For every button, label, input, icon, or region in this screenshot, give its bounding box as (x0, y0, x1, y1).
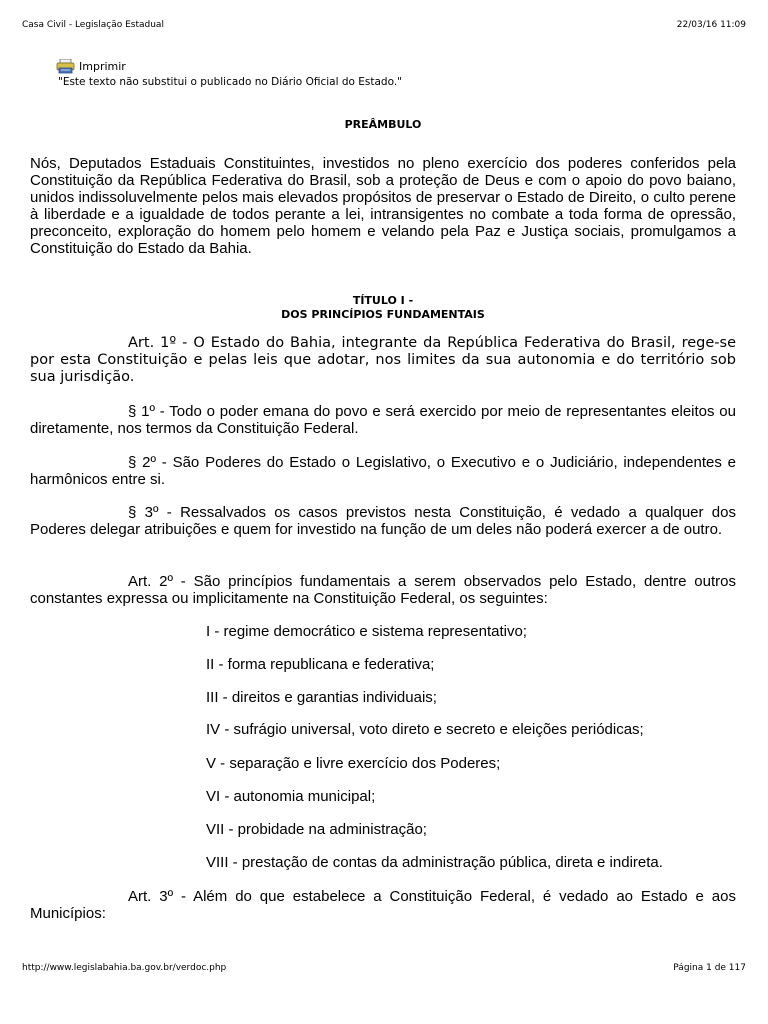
preamble-heading: PREÂMBULO (344, 118, 422, 131)
print-link-label: Imprimir (79, 59, 126, 73)
art2-item: VIII - prestação de contas da administração pública, direta e indireta. (206, 854, 663, 871)
disclaimer-note: "Este texto não substitui o publicado no Diário Oficial do Estado." (58, 76, 402, 88)
title-heading-line1: TÍTULO I - (352, 294, 414, 307)
preamble-text: Nós, Deputados Estaduais Constituintes, investidos no pleno exercício dos poderes conferidos pela Constituição da República Federativa do Brasil, sob a proteção de Deus e com o apoio do povo baiano, unidos indissoluvelmente pelos mais elevados propósitos de preservar o Estado de Direito, o culto perene à liberdade e a igualdade de todos perante a lei, intransigentes no combate a toda forma de opressão, preconceito, exploração do homem pelo homem e velando pela Paz e Justiça sociais, promulgamos a Constituição do Estado da Bahia. (30, 155, 736, 257)
print-footer-url: http://www.legislabahia.ba.gov.br/verdoc.php (22, 963, 227, 973)
art2-item: VI - autonomia municipal; (206, 788, 376, 805)
art1-caput: Art. 1º - O Estado do Bahia, integrante da República Federativa do Brasil, rege-se por esta Constituição e pelas leis que adotar, nos limites da sua autonomia e do território sob sua jurisdição. (30, 335, 736, 385)
art2-item: V - separação e livre exercício dos Poderes; (206, 755, 501, 772)
title-heading-line2: DOS PRINCÍPIOS FUNDAMENTAIS (281, 308, 485, 321)
art1-paragraph-1: § 1º - Todo o poder emana do povo e será exercido por meio de representantes eleitos ou diretamente, nos termos da Constituição Federal. (30, 403, 736, 437)
print-header-title: Casa Civil - Legislação Estadual (22, 20, 164, 30)
printer-icon (56, 59, 76, 74)
print-link[interactable] (56, 58, 126, 74)
art3-caput: Art. 3º - Além do que estabelece a Constituição Federal, é vedado ao Estado e aos Municípios: (30, 888, 736, 922)
print-header-datetime: 22/03/16 11:09 (676, 20, 746, 30)
art2-item: VII - probidade na administração; (206, 821, 427, 838)
art2-item: III - direitos e garantias individuais; (206, 689, 437, 706)
art2-caput: Art. 2º - São princípios fundamentais a serem observados pelo Estado, dentre outros constantes expressa ou implicitamente na Constituição Federal, os seguintes: (30, 573, 736, 607)
print-footer-page: Página 1 de 117 (673, 963, 746, 973)
art2-item: I - regime democrático e sistema representativo; (206, 623, 527, 640)
art2-item: IV - sufrágio universal, voto direto e secreto e eleições periódicas; (206, 721, 644, 738)
art2-item: II - forma republicana e federativa; (206, 656, 435, 673)
print-header (22, 19, 746, 31)
print-footer (22, 962, 746, 974)
art1-paragraph-2: § 2º - São Poderes do Estado o Legislativo, o Executivo e o Judiciário, independentes e harmônicos entre si. (30, 454, 736, 488)
art1-paragraph-3: § 3º - Ressalvados os casos previstos nesta Constituição, é vedado a qualquer dos Poderes delegar atribuições e quem for investido na função de um deles não poderá exercer a de outro. (30, 504, 736, 538)
